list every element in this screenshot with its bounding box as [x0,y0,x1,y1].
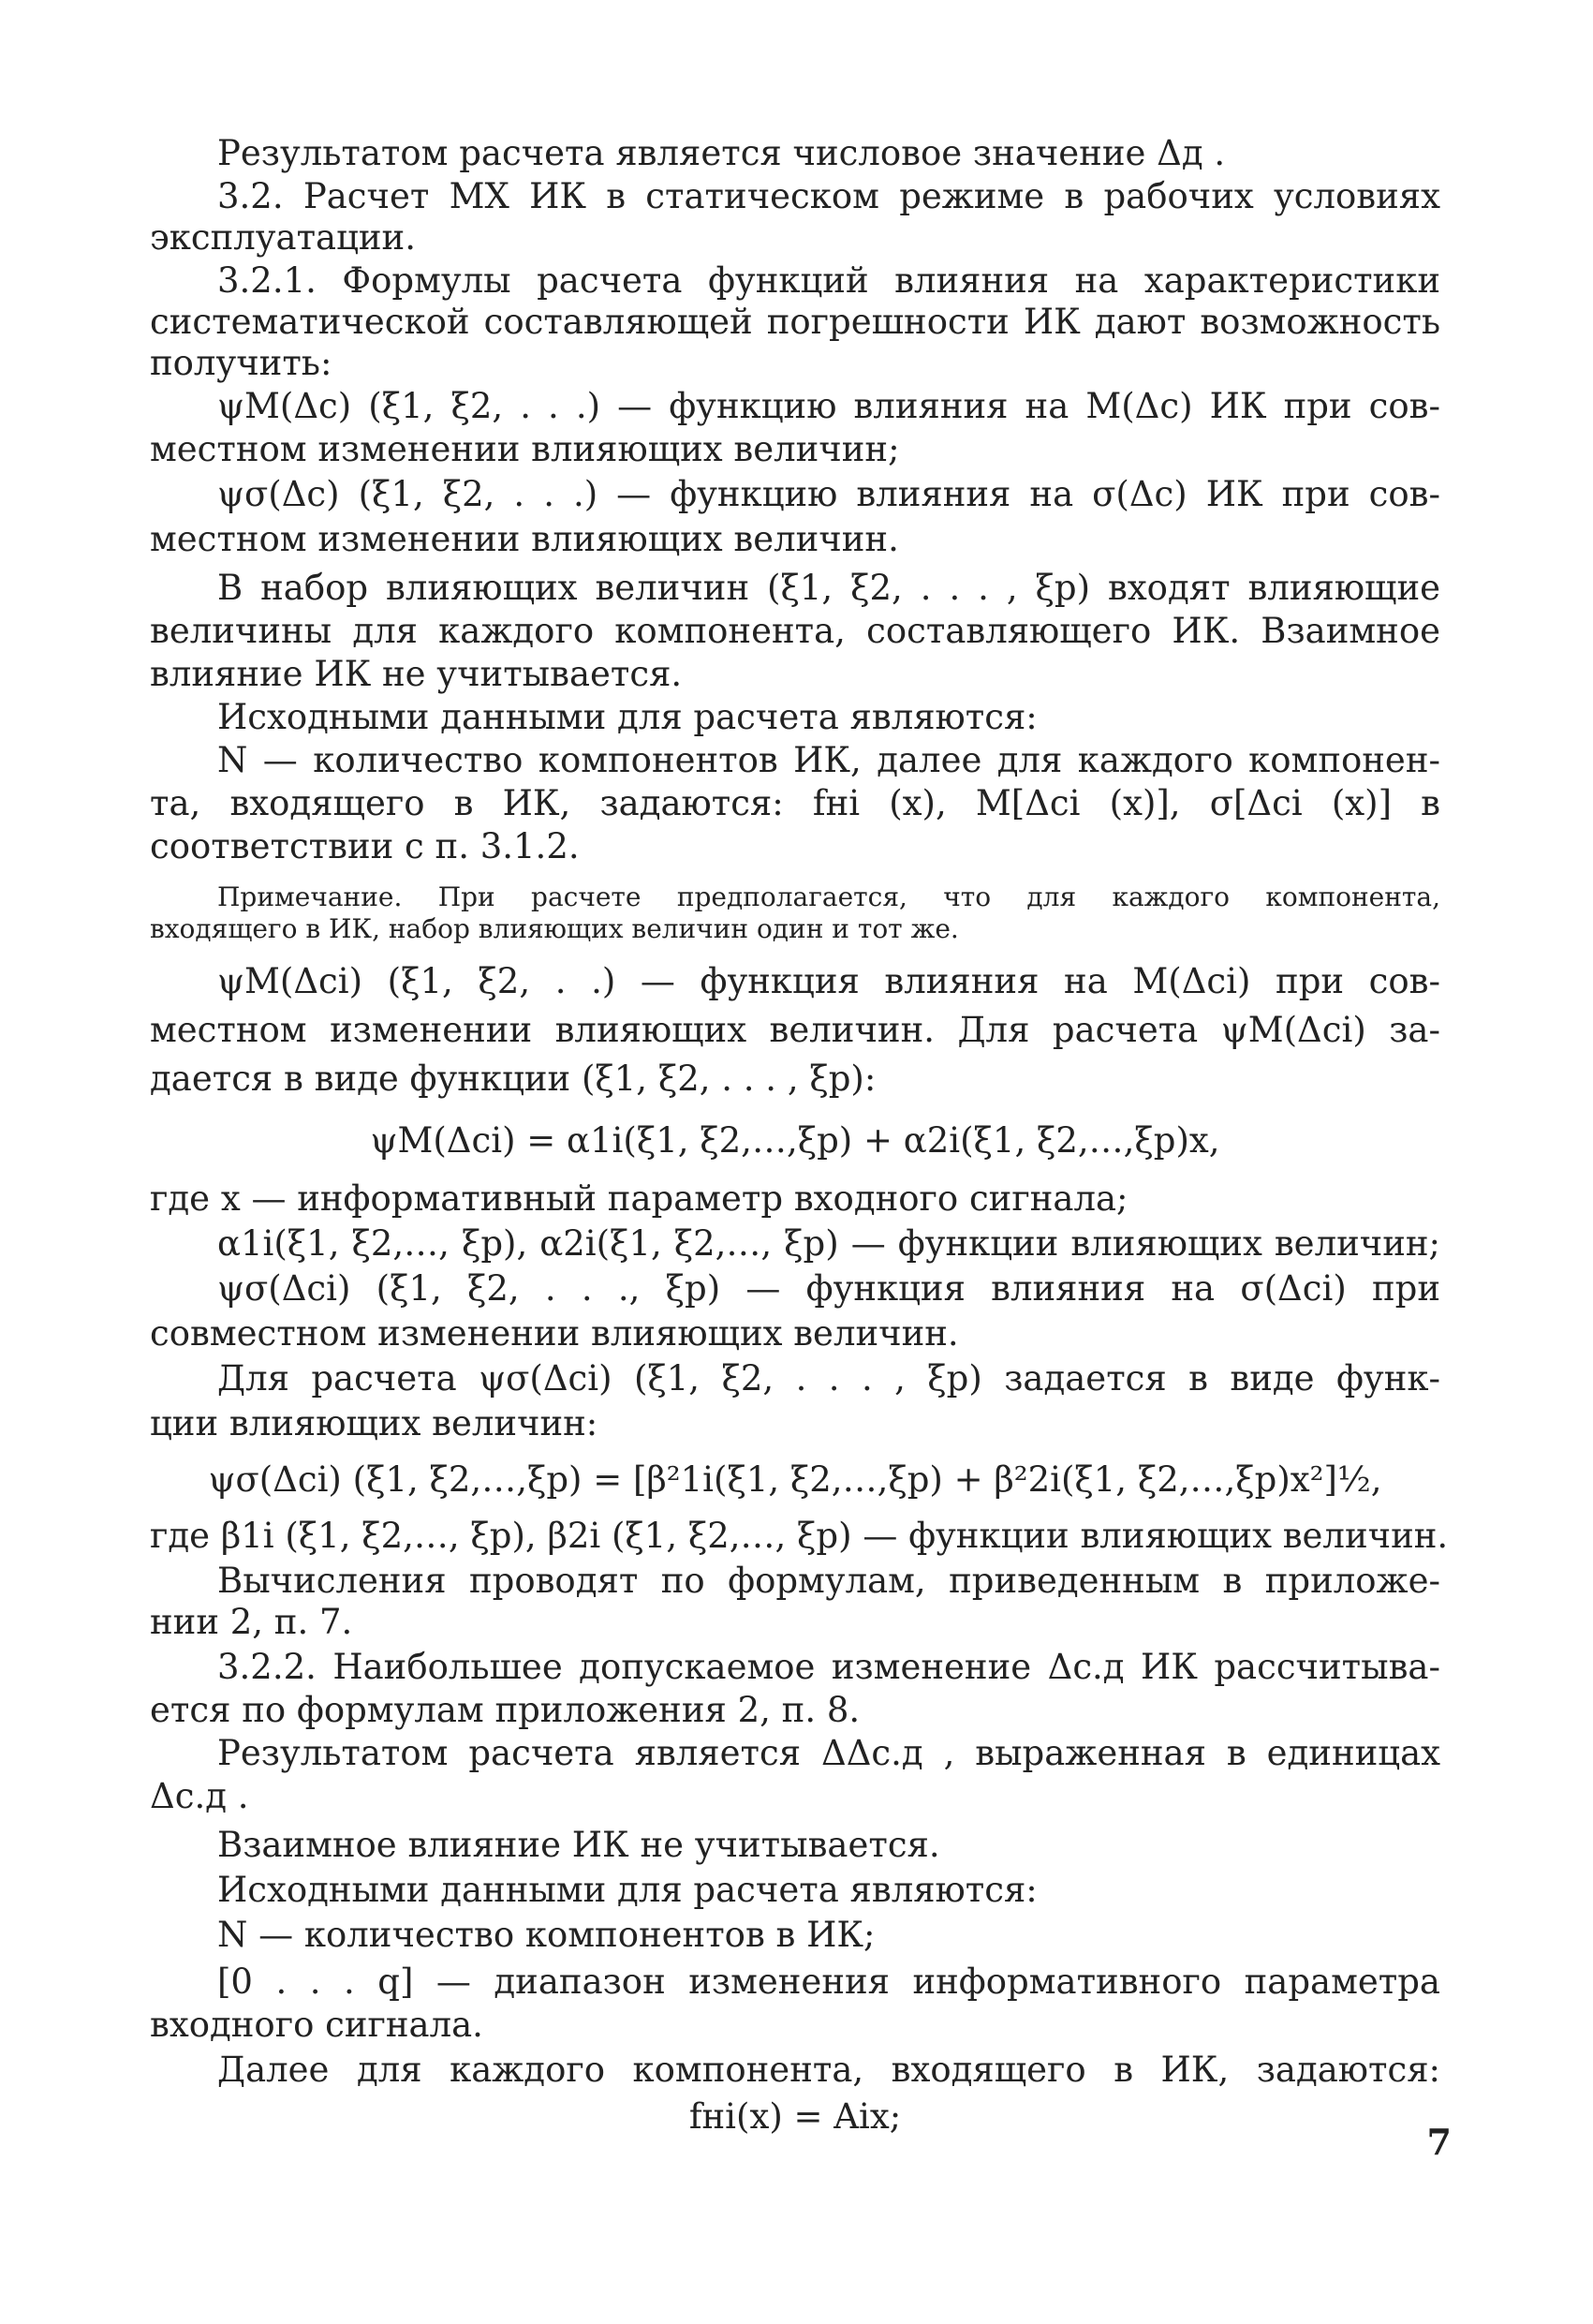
text-line: Далее для каждого компонента, входящего в ИК, задаются: [217,2050,1440,2090]
text-line: величины для каждого компонента, составляющего ИК. Взаимное [150,611,1440,651]
text-line: Результатом расчета является ΔΔс.д , выраженная в единицах [217,1733,1440,1773]
display-formula: fнi(x) = Aix; [688,2096,902,2137]
formula-line: где β1i (ξ1, ξ2,…, ξp), β2i (ξ1, ξ2,…, ξp) — функции влияющих величин. [150,1516,1449,1556]
text-line: Исходными данными для расчета являются: [217,697,1038,737]
text-line: Исходными данными для расчета являются: [217,1870,1038,1910]
text-line: ции влияющих величин: [150,1403,598,1443]
text-line: входного сигнала. [150,2005,483,2045]
note-line: входящего в ИК, набор влияющих величин один и тот же. [150,913,959,944]
page-number: 7 [1426,2121,1452,2163]
formula-line: ψM(Δc) (ξ1, ξ2, . . .) — функцию влияния на M(Δc) ИК при сов- [217,386,1440,426]
display-formula: ψσ(Δci) (ξ1, ξ2,…,ξp) = [β²1i(ξ1, ξ2,…,ξp) + β²2i(ξ1, ξ2,…,ξp)x²]½, [208,1459,1382,1500]
note-line: Примечание. При расчете предполагается, что для каждого компонента, [217,881,1440,912]
formula-line: местном изменении влияющих величин. Для расчета ψM(Δci) за- [150,1010,1440,1050]
formula-line: α1i(ξ1, ξ2,…, ξp), α2i(ξ1, ξ2,…, ξp) — функции влияющих величин; [217,1223,1440,1264]
formula-line: Δс.д . [150,1776,249,1816]
text-line: Взаимное влияние ИК не учитывается. [217,1825,940,1865]
text-line: местном изменении влияющих величин. [150,519,899,559]
section-heading-3-2-1: 3.2.1. Формулы расчета функций влияния на характеристики [217,260,1440,301]
text-line: Результатом расчета является числовое значение Δд . [217,133,1226,173]
text-line: соответствии с п. 3.1.2. [150,826,580,866]
text-line: систематической составляющей погрешности ИК дают возможность [150,302,1440,342]
text-line: В набор влияющих величин (ξ1, ξ2, . . . , ξp) входят влияющие [217,568,1440,608]
section-heading-3-2-2: 3.2.2. Наибольшее допускаемое изменение Δс.д ИК рассчитыва- [217,1647,1440,1687]
text-line: нии 2, п. 7. [150,1602,353,1642]
text-line: получить: [150,343,332,383]
formula-line: Для расчета ψσ(Δci) (ξ1, ξ2, . . . , ξp) задается в виде функ- [217,1358,1440,1399]
text-line: эксплуатации. [150,217,416,258]
text-line: местном изменении влияющих величин; [150,429,900,469]
formula-line: ψM(Δci) (ξ1, ξ2, . .) — функция влияния на M(Δci) при сов- [217,961,1440,1001]
text-line: N — количество компонентов ИК, далее для каждого компонен- [217,740,1440,780]
formula-line: дается в виде функции (ξ1, ξ2, . . . , ξp): [150,1058,877,1099]
formula-line: ψσ(Δc) (ξ1, ξ2, . . .) — функцию влияния на σ(Δc) ИК при сов- [217,474,1440,514]
section-heading-3-2: 3.2. Расчет MX ИК в статическом режиме в рабочих условиях [217,176,1440,216]
display-formula: ψM(Δci) = α1i(ξ1, ξ2,…,ξp) + α2i(ξ1, ξ2,…,ξp)x, [370,1120,1220,1161]
text-line: [0 . . . q] — диапазон изменения информативного параметра [217,1961,1440,2002]
text-line: где x — информативный параметр входного сигнала; [150,1178,1128,1219]
formula-line: ψσ(Δci) (ξ1, ξ2, . . ., ξp) — функция влияния на σ(Δci) при [217,1268,1440,1309]
text-line: N — количество компонентов в ИК; [217,1915,876,1955]
text-line: совместном изменении влияющих величин. [150,1313,959,1354]
formula-line: та, входящего в ИК, задаются: fнi (x), M[Δci (x)], σ[Δci (x)] в [150,783,1440,823]
text-line: Вычисления проводят по формулам, приведенным в приложе- [217,1561,1440,1601]
text-line: ется по формулам приложения 2, п. 8. [150,1690,861,1730]
text-line: влияние ИК не учитывается. [150,654,683,694]
